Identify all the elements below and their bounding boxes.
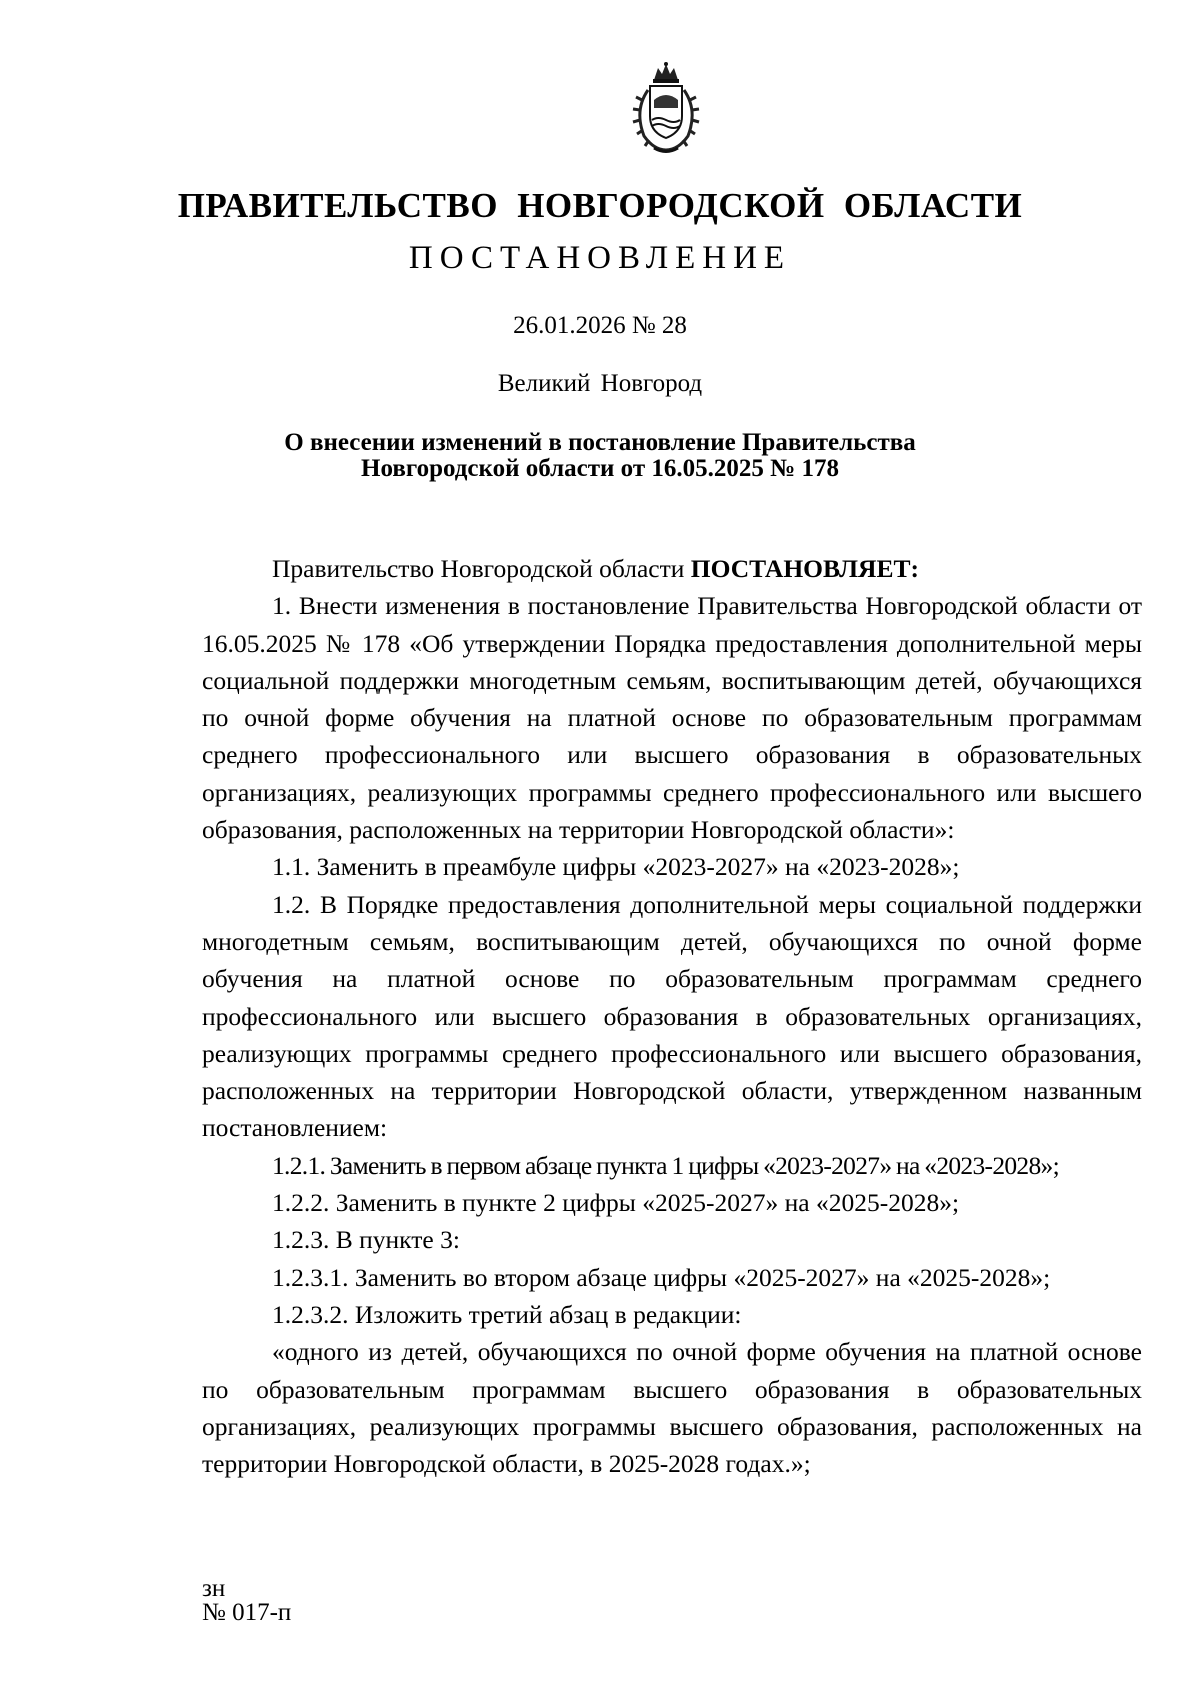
quoted-paragraph: «одного из детей, обучающихся по очной форме обучения на платной основе по образовательным программам высшего образования в образовательных организациях, реализующих программы высшего образования, расположенных на территории Новгородской области, в 2025-2028 годах.»;: [202, 1337, 1142, 1479]
organization-heading: ПРАВИТЕЛЬСТВО НОВГОРОДСКОЙ ОБЛАСТИ: [177, 186, 1023, 225]
footer-code: № 017-п: [202, 1599, 292, 1626]
document-title-line-1: О внесении изменений в постановление Правительства: [284, 429, 916, 456]
paragraph-1: 1. Внести изменения в постановление Правительства Новгородской области от 16.05.2025 № 178 «Об утверждении Порядка предоставления дополнительной меры социальной поддержки многодетным семьям, воспитывающим детей, обучающихся по очной форме обучения на платной основе по образовательным программам среднего профессионального или высшего образования в образовательных организациях, реализующих программы среднего профессионального или высшего образования, расположенных на территории Новгородской области»:: [202, 591, 1142, 845]
paragraph-1-2-3-1: 1.2.3.1. Заменить во втором абзаце цифры «2025-2027» на «2025-2028»;: [272, 1262, 1051, 1292]
paragraph-1-2-3-2: 1.2.3.2. Изложить третий абзац в редакции:: [272, 1299, 742, 1329]
document-body: [202, 550, 1142, 1482]
paragraph-1-2-1: 1.2.1. Заменить в первом абзаце пункта 1 цифры «2023-2027» на «2023-2028»;: [272, 1150, 1059, 1180]
document-title: [200, 430, 1000, 482]
city-name: Великий Новгород: [497, 370, 703, 397]
document-title-line-2: Новгородской области от 16.05.2025 № 178: [361, 455, 839, 482]
preamble-decree-word: ПОСТАНОВЛЯЕТ:: [690, 554, 919, 583]
coat-of-arms-emblem: [628, 60, 704, 156]
preamble-paragraph: [202, 550, 1142, 587]
footer-marks: [202, 1577, 291, 1625]
paragraph-1-2-2: 1.2.2. Заменить в пункте 2 цифры «2025-2027» на «2025-2028»;: [272, 1188, 960, 1218]
date-and-number: 26.01.2026 № 28: [513, 312, 687, 339]
paragraph-1-2: 1.2. В Порядке предоставления дополнительной меры социальной поддержки многодетным семьям, воспитывающим детей, обучающихся по очной форме обучения на платной основе по образовательным программам среднего профессионального или высшего образования в образовательных организациях, реализующих программы среднего профессионального или высшего образования, расположенных на территории Новгородской области, утвержденном названным постановлением:: [202, 889, 1142, 1143]
paragraph-1-2-3: 1.2.3. В пункте 3:: [272, 1225, 460, 1255]
footer-initials: зн: [202, 1575, 226, 1602]
paragraph-1-1: 1.1. Заменить в преамбуле цифры «2023-2027» на «2023-2028»;: [272, 852, 960, 882]
preamble-text: Правительство Новгородской области: [272, 554, 691, 583]
document-type-heading: ПОСТАНОВЛЕНИЕ: [408, 240, 792, 276]
